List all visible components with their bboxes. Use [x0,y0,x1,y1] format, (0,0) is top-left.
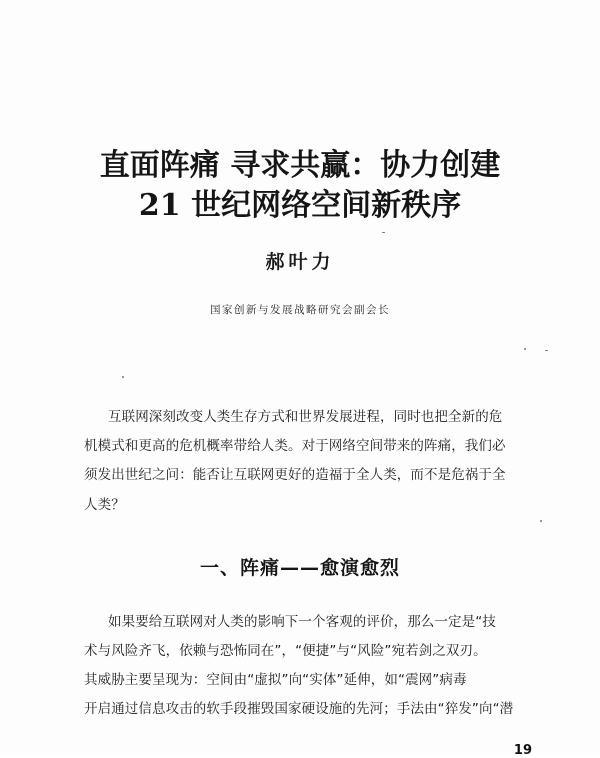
article-title-line-1: 直面阵痛 寻求共赢：协力创建 [99,148,501,183]
intro-paragraph-line: 须发出世纪之问：能否让互联网更好的造福于全人类，而不是危祸于全 [84,467,506,483]
scan-speck [524,348,526,350]
author-affiliation: 国家创新与发展战略研究会副会长 [210,304,390,316]
scan-speck [545,350,548,351]
section-paragraph-line: 其威胁主要呈现为：空间由“虚拟”向“实体”延伸，如“震网”病毒 [84,672,467,688]
scan-speck [382,232,385,233]
intro-paragraph-line: 机模式和更高的危机概率带给人类。对于网络空间带来的阵痛，我们必 [84,438,506,454]
intro-paragraph-line: 互联网深刻改变人类生存方式和世界发展进程，同时也把全新的危 [108,409,503,425]
article-title-line-2: 21 世纪网络空间新秩序 [138,188,462,223]
author-name: 郝叶力 [265,251,335,273]
section-heading: 一、阵痛——愈演愈烈 [199,557,400,579]
section-paragraph-line: 术与风险齐飞，依赖与恐怖同在”，“便捷”与“风险”宛若剑之双刃。 [84,643,487,659]
section-paragraph-line: 开启通过信息攻击的软手段摧毁国家硬设施的先河；手法由“猝发”向“潜 [84,701,514,717]
scan-speck [122,376,124,378]
section-paragraph-line: 如果要给互联网对人类的影响下一个客观的评价，那么一定是“技 [108,614,496,630]
page-number: 19 [513,743,532,758]
intro-paragraph-line: 人类？ [84,497,125,513]
scan-speck [540,520,542,522]
